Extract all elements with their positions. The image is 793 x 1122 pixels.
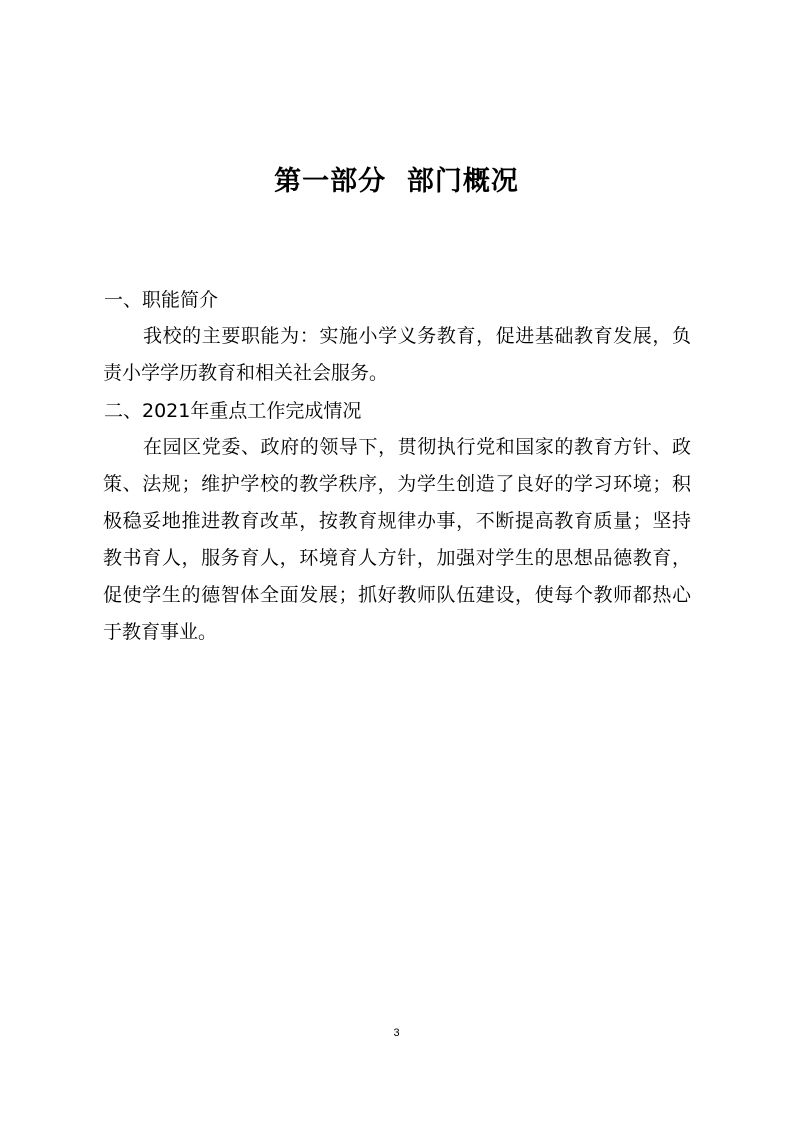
page-number: 3: [393, 1027, 400, 1039]
section-heading-functions: 一、职能简介: [104, 289, 219, 311]
page-title: 第一部分 部门概况: [274, 166, 519, 197]
section-paragraph-functions: 我校的主要职能为：实施小学义务教育，促进基础教育发展，负责小学学历教育和相关社会服务。: [103, 325, 691, 384]
section-paragraph-key-work: 在园区党委、政府的领导下，贯彻执行党和国家的教育方针、政策、法规；维护学校的教学秩序，为学生创造了良好的学习环境；积极稳妥地推进教育改革，按教育规律办事，不断提高教育质量；坚持教书育人，服务育人，环境育人方针，加强对学生的思想品德教育，促使学生的德智体全面发展；抓好教师队伍建设，使每个教师都热心于教育事业。: [103, 436, 691, 643]
section-heading-key-work: 二、2021年重点工作完成情况: [104, 400, 362, 422]
